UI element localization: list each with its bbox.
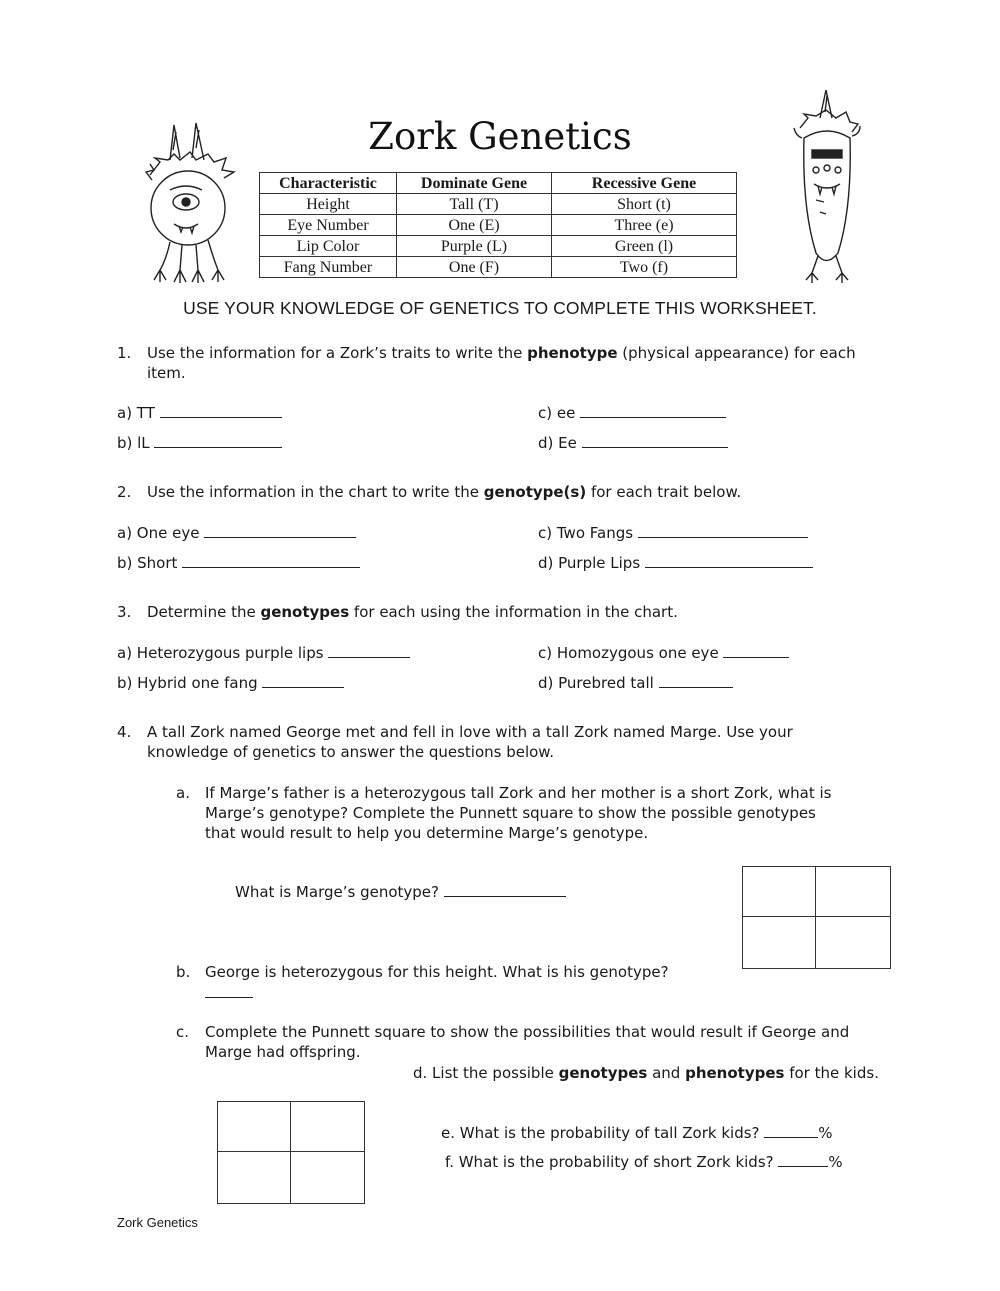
question-text: f. What is the probability of short Zork kids? (445, 1153, 774, 1171)
q4a-label: a. (176, 784, 190, 802)
table-cell: Fang Number (260, 257, 397, 278)
table-cell: Three (e) (552, 215, 737, 236)
item-label: d) Purebred tall (538, 674, 654, 692)
table-header-cell: Dominate Gene (397, 173, 552, 194)
q1-text: Use the information for a Zork’s traits to write the (147, 344, 528, 362)
answer-blank[interactable] (204, 524, 356, 538)
q3-number: 3. (117, 603, 132, 621)
question-text: What is Marge’s genotype? (235, 883, 439, 901)
q4a-line1: If Marge’s father is a heterozygous tall Zork and her mother is a short Zork, what is (205, 784, 832, 802)
item-label: c) ee (538, 404, 576, 422)
item-label: b) Hybrid one fang (117, 674, 258, 692)
q1-text: (physical appearance) for each (617, 344, 856, 362)
q4-number: 4. (117, 723, 132, 741)
q4b-label: b. (176, 963, 191, 981)
q1-bold-term: phenotype (527, 344, 618, 362)
q3-item-a (117, 643, 410, 663)
answer-blank[interactable] (638, 524, 808, 538)
table-cell: Eye Number (260, 215, 397, 236)
q4c-line2: Marge had offspring. (205, 1043, 361, 1061)
q4d-bold-term: phenotypes (685, 1064, 785, 1082)
q4d-text (413, 1063, 933, 1083)
answer-blank[interactable] (205, 997, 253, 998)
q3-bold-term: genotypes (260, 603, 350, 621)
q1-item-d (538, 433, 728, 453)
item-label: d) Purple Lips (538, 554, 641, 572)
answer-blank[interactable] (444, 883, 566, 897)
table-header-cell: Recessive Gene (552, 173, 737, 194)
q4a-line2: Marge’s genotype? Complete the Punnett square to show the possible genotypes (205, 804, 816, 822)
punnett-divider (742, 916, 890, 917)
q1-prompt-cont: item. (147, 364, 186, 382)
answer-blank[interactable] (328, 644, 410, 658)
table-cell: One (F) (397, 257, 552, 278)
answer-blank[interactable] (778, 1153, 828, 1167)
q4f-text (445, 1152, 843, 1172)
answer-blank[interactable] (182, 554, 360, 568)
table-cell: Green (l) (552, 236, 737, 257)
item-label: d) Ee (538, 434, 577, 452)
q3-item-b (117, 673, 344, 693)
table-header-cell: Characteristic (260, 173, 397, 194)
percent-sign: % (818, 1124, 833, 1142)
q1-item-a (117, 403, 282, 423)
table-cell: Short (t) (552, 194, 737, 215)
q1-item-b (117, 433, 282, 453)
item-label: a) One eye (117, 524, 200, 542)
punnett-divider (290, 1101, 291, 1203)
table-cell: Lip Color (260, 236, 397, 257)
question-text: e. What is the probability of tall Zork kids? (441, 1124, 760, 1142)
punnett-divider (815, 866, 816, 968)
q2-item-b (117, 553, 360, 573)
answer-blank[interactable] (580, 404, 726, 418)
q4e-text (441, 1123, 833, 1143)
table-row (260, 236, 737, 257)
q4b-text: George is heterozygous for this height. What is his genotype? (205, 963, 669, 981)
q2-number: 2. (117, 483, 132, 501)
q4a-question (235, 882, 566, 902)
q1-number: 1. (117, 344, 132, 362)
item-label: a) Heterozygous purple lips (117, 644, 324, 662)
q3-prompt (147, 602, 907, 622)
table-header-row (260, 173, 737, 194)
table-cell: Height (260, 194, 397, 215)
answer-blank[interactable] (262, 674, 344, 688)
table-cell: One (E) (397, 215, 552, 236)
punnett-square-marge[interactable] (742, 866, 891, 969)
answer-blank[interactable] (659, 674, 733, 688)
percent-sign: % (828, 1153, 843, 1171)
answer-blank[interactable] (645, 554, 813, 568)
worksheet-instruction: USE YOUR KNOWLEDGE OF GENETICS TO COMPLETE THIS WORKSHEET. (183, 298, 817, 318)
q1-prompt (147, 343, 907, 363)
table-row (260, 215, 737, 236)
page-footer: Zork Genetics (117, 1215, 198, 1230)
table-cell: Two (f) (552, 257, 737, 278)
item-label: b) Short (117, 554, 178, 572)
q4d-part: d. List the possible (413, 1064, 559, 1082)
q1-item-c (538, 403, 726, 423)
answer-blank[interactable] (582, 434, 728, 448)
item-label: b) lL (117, 434, 150, 452)
q2-item-a (117, 523, 356, 543)
page-title: Zork Genetics (368, 115, 632, 158)
q2-item-c (538, 523, 808, 543)
q2-item-d (538, 553, 813, 573)
answer-blank[interactable] (160, 404, 282, 418)
q4a-line3: that would result to help you determine Marge’s genotype. (205, 824, 649, 842)
q4d-part: and (647, 1064, 686, 1082)
answer-blank[interactable] (723, 644, 789, 658)
punnett-divider (217, 1151, 364, 1152)
item-label: a) TT (117, 404, 155, 422)
q2-bold-term: genotype(s) (483, 483, 587, 501)
q3-text: Determine the (147, 603, 261, 621)
q4d-bold-term: genotypes (558, 1064, 648, 1082)
punnett-square-offspring[interactable] (217, 1101, 365, 1204)
table-row (260, 257, 737, 278)
q4-prompt-line1: A tall Zork named George met and fell in love with a tall Zork named Marge. Use your (147, 723, 793, 741)
answer-blank[interactable] (764, 1124, 818, 1138)
table-row (260, 194, 737, 215)
table-cell: Tall (T) (397, 194, 552, 215)
q2-text: Use the information in the chart to write the (147, 483, 484, 501)
q2-text: for each trait below. (586, 483, 742, 501)
answer-blank[interactable] (154, 434, 282, 448)
q3-text: for each using the information in the chart. (349, 603, 678, 621)
item-label: c) Two Fangs (538, 524, 634, 542)
item-label: c) Homozygous one eye (538, 644, 719, 662)
q4c-line1: Complete the Punnett square to show the possibilities that would result if George and (205, 1023, 850, 1041)
q4c-label: c. (176, 1023, 190, 1041)
table-cell: Purple (L) (397, 236, 552, 257)
q3-item-d (538, 673, 733, 693)
three-eyed-zork-illustration (790, 88, 865, 288)
one-eyed-zork-illustration (130, 120, 245, 290)
q2-prompt (147, 482, 907, 502)
q3-item-c (538, 643, 789, 663)
q4-prompt-line2: knowledge of genetics to answer the questions below. (147, 743, 554, 761)
traits-table (259, 172, 737, 278)
q4d-part: for the kids. (784, 1064, 879, 1082)
